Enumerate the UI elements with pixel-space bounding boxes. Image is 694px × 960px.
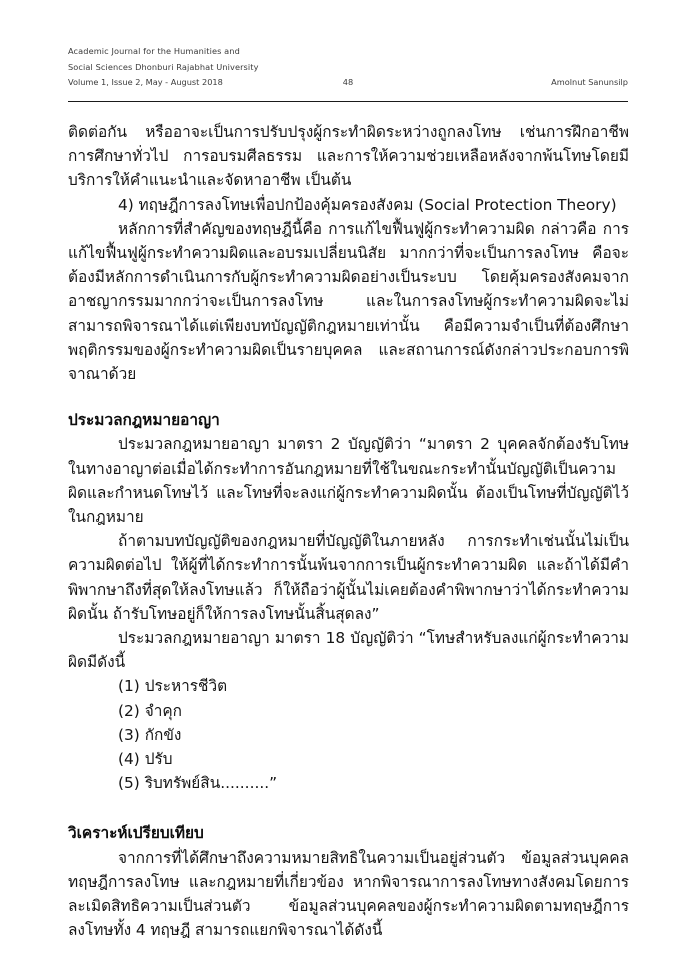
journal-title-line-2: Social Sciences Dhonburi Rajabhat University (68, 61, 259, 72)
paragraph-section-2: ประมวลกฎหมายอาญา มาตรา 2 บัญญัติว่า “มาตรา 2 บุคคลจักต้องรับโทษในทางอาญาต่อเมื่อได้กระทำการอันกฎหมายที่ใช้ในขณะกระทำนั้นบัญญัติเป็นความผิดและกำหนดโทษไว้ และโทษที่จะลงแก่ผู้กระทำความผิดนั้น ต้องเป็นโทษที่บัญญัติไว้ในกฎหมาย (68, 435, 629, 527)
section-heading-criminal-code: ประมวลกฎหมายอาญา (68, 411, 220, 430)
volume-issue-date: Volume 1, Issue 2, May - August 2018 (68, 77, 223, 88)
page-number: 48 (342, 77, 354, 88)
header-divider (68, 101, 628, 102)
journal-title-line-1: Academic Journal for the Humanities and (68, 46, 240, 56)
list-item: (4) ปรับ (118, 750, 173, 769)
section-heading-comparative-analysis: วิเคราะห์เปรียบเทียบ (68, 824, 204, 843)
list-item: (1) ประหารชีวิต (118, 677, 228, 696)
spacer-before-heading-2 (68, 795, 629, 821)
page-body (68, 120, 629, 943)
list-item: (5) ริบทรัพย์สิน..........” (118, 774, 278, 793)
running-head (68, 44, 628, 91)
spacer-before-heading-1 (68, 386, 629, 408)
list-item: (2) จำคุก (118, 701, 182, 720)
running-head-bottom-row (68, 75, 628, 91)
paragraph-section-18: ประมวลกฎหมายอาญา มาตรา 18 บัญญัติว่า “โทษสำหรับลงแก่ผู้กระทำความผิดมีดังนี้ (68, 629, 629, 672)
paragraph-continuation: ติดต่อกัน หรืออาจะเป็นการปรับปรุงผู้กระทำผิดระหว่างถูกลงโทษ เช่นการฝึกอาชีพ การศึกษาทั่วไป การอบรมศีลธรรม และการให้ความช่วยเหลือหลังจากพ้นโทษโดยมีบริการให้คำแนะนำและจัดหาอาชีพ เป็นต้น (68, 123, 629, 190)
theory-item-4: 4) ทฤษฎีการลงโทษเพื่อปกป้องคุ้มครองสังคม (Social Protection Theory) (118, 195, 617, 214)
paragraph-comparative-analysis: จากการที่ได้ศึกษาถึงความหมายสิทธิในความเป็นอยู่ส่วนตัว ข้อมูลส่วนบุคคล ทฤษฎีการลงโทษ และกฎหมายที่เกี่ยวข้อง หากพิจารณาการลงโทษทางสังคมโดยการละเมิดสิทธิความเป็นส่วนตัว ข้อมูลส่วนบุคคลของผู้กระทำความผิดตามทฤษฎีการลงโทษทั้ง 4 ทฤษฎี สามารถแยกพิจารณาได้ดังนี้ (68, 848, 629, 940)
author-name: Amolnut Sanunsilp (551, 77, 628, 88)
paragraph-theory-principles: หลักการที่สำคัญของทฤษฎีนี้คือ การแก้ไขฟื้นฟูผู้กระทำความผิด กล่าวคือ การแก้ไขฟื้นฟูผู้กระทำความผิดและอบรมเปลี่ยนนิสัย มากกว่าที่จะเป็นการลงโทษ คือจะต้องมีหลักการดำเนินการกับผู้กระทำความผิดอย่างเป็นระบบ โดยคุ้มครองสังคมจากอาชญากรรมมากกว่าจะเป็นการลงโทษ และในการลงโทษผู้กระทำความผิดจะไม่สามารถพิจารณาได้แต่เพียงบทบัญญัติกฎหมายเท่านั้น คือมีความจำเป็นที่ต้องศึกษาพฤติกรรมของผู้กระทำความผิดเป็นรายบุคคล และสถานการณ์ดังกล่าวประกอบการพิจาณาด้วย (68, 219, 629, 384)
paragraph-section-2-cont: ถ้าตามบทบัญญัติของกฎหมายที่บัญญัติในภายหลัง การกระทำเช่นนั้นไม่เป็นความผิดต่อไป ให้ผู้ที่ได้กระทำการนั้นพ้นจากการเป็นผู้กระทำความผิด และถ้าได้มีคำพิพากษาถึงที่สุดให้ลงโทษแล้ว ก็ให้ถือว่าผู้นั้นไม่เคยต้องคำพิพากษาว่าได้กระทำความผิดนั้น ถ้ารับโทษอยู่ก็ให้การลงโทษนั้นสิ้นสุดลง” (68, 532, 629, 623)
list-item: (3) กักขัง (118, 725, 182, 744)
